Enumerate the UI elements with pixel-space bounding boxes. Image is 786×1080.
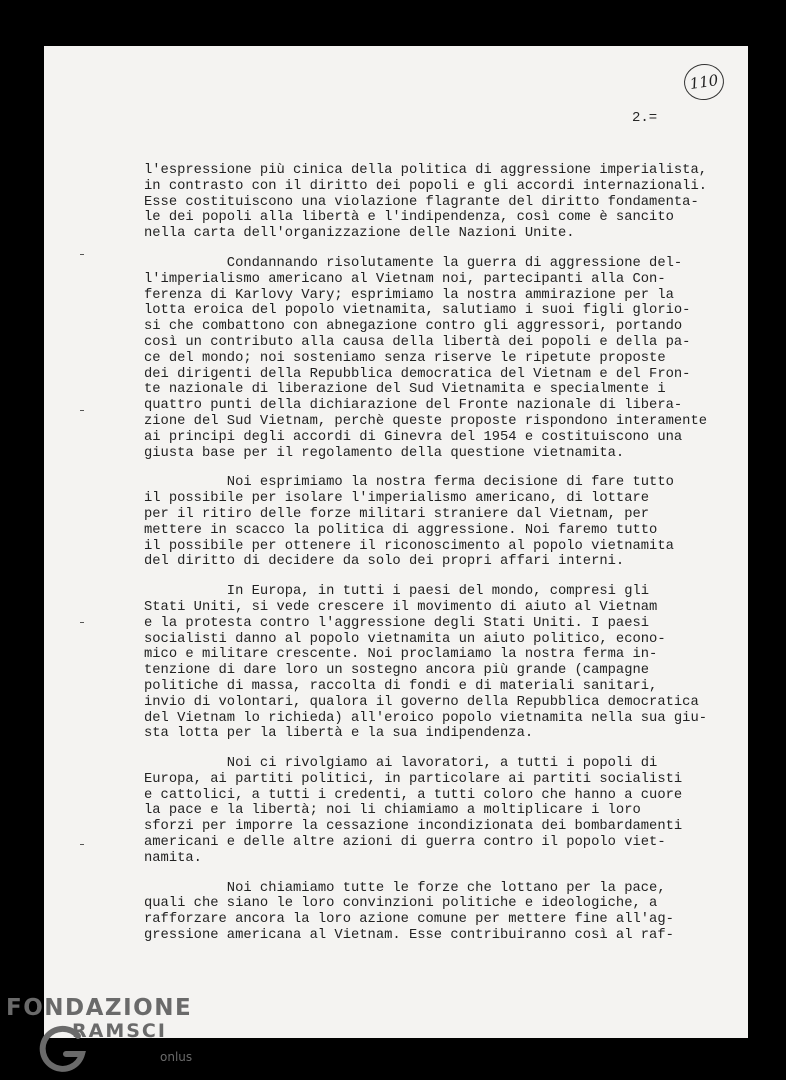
text-line: nella carta dell'organizzazione delle Nazioni Unite. xyxy=(144,226,575,242)
text-line: si che combattono con abnegazione contro gli aggressori, portando xyxy=(144,319,683,335)
paragraph xyxy=(144,163,724,242)
text-line: gressione americana al Vietnam. Esse contribuiranno così al raf- xyxy=(144,928,674,944)
archive-number-text: 110 xyxy=(688,71,720,93)
text-line: Condannando risolutamente la guerra di aggressione del- xyxy=(144,255,683,271)
document-page xyxy=(44,46,748,1038)
margin-mark xyxy=(80,254,84,255)
text-line: In Europa, in tutti i paesi del mondo, compresi gli xyxy=(144,584,650,600)
text-line: le dei popoli alla libertà e l'indipendenza, così come è sancito xyxy=(144,210,674,226)
text-line: in contrasto con il diritto dei popoli e gli accordi internazionali. xyxy=(144,178,708,194)
text-line: il possibile per isolare l'imperialismo americano, di lottare xyxy=(144,491,650,507)
watermark-line-2: RAMSCI xyxy=(72,1020,167,1042)
text-line: dei dirigenti della Repubblica democratica del Vietnam e del Fron- xyxy=(144,366,691,382)
text-line: lotta eroica del popolo vietnamita, salutiamo i suoi figli glorio- xyxy=(144,303,691,319)
paragraph xyxy=(144,881,724,944)
text-line: invio di volontari, qualora il governo della Repubblica democratica xyxy=(144,694,699,710)
text-line: Noi chiamiamo tutte le forze che lottano per la pace, xyxy=(144,880,666,896)
margin-mark xyxy=(80,844,84,845)
paragraph xyxy=(144,475,724,570)
text-line: del diritto di decidere da solo dei propri affari interni. xyxy=(144,554,625,570)
watermark-line-3: onlus xyxy=(160,1050,193,1064)
text-line: ferenza di Karlovy Vary; esprimiamo la nostra ammirazione per la xyxy=(144,287,674,303)
text-line: Europa, ai partiti politici, in particolare ai partiti socialisti xyxy=(144,771,683,787)
text-line: del Vietnam lo richieda) all'eroico popolo vietnamita nella sua giu- xyxy=(144,710,708,726)
text-line: l'espressione più cinica della politica di aggressione imperialista, xyxy=(144,163,708,178)
text-line: americani e delle altre azioni di guerra contro il popolo viet- xyxy=(144,835,666,851)
text-line: l'imperialismo americano al Vietnam noi, partecipanti alla Con- xyxy=(144,271,666,287)
margin-mark xyxy=(80,410,84,411)
text-line: Noi ci rivolgiamo ai lavoratori, a tutti i popoli di xyxy=(144,756,658,772)
text-line: Esse costituiscono una violazione flagrante del diritto fondamenta- xyxy=(144,194,699,210)
text-line: quali che siano le loro convinzioni politiche e ideologiche, a xyxy=(144,896,658,912)
page-number: 2.= xyxy=(632,110,658,126)
text-line: così un contributo alla causa della libertà dei popoli e della pa- xyxy=(144,334,691,350)
text-line: il possibile per ottenere il riconoscimento al popolo vietnamita xyxy=(144,538,674,554)
text-line: per il ritiro delle forze militari straniere dal Vietnam, per xyxy=(144,506,650,522)
text-line: zione del Sud Vietnam, perchè queste proposte rispondono interamente xyxy=(144,413,708,429)
text-line: tenzione di dare loro un sostegno ancora più grande (campagne xyxy=(144,663,650,679)
text-line: ce del mondo; noi sosteniamo senza riserve le ripetute proposte xyxy=(144,350,666,366)
text-line: giusta base per il regolamento della questione vietnamita. xyxy=(144,445,625,461)
text-line: la pace e la libertà; noi li chiamiamo a moltiplicare i loro xyxy=(144,803,641,819)
margin-mark xyxy=(80,622,84,623)
text-line: Stati Uniti, si vede crescere il movimento di aiuto al Vietnam xyxy=(144,599,658,615)
text-line: Noi esprimiamo la nostra ferma decisione di fare tutto xyxy=(144,475,674,491)
paragraph xyxy=(144,256,724,461)
text-line: mettere in scacco la politica di aggressione. Noi faremo tutto xyxy=(144,522,658,538)
text-line: mico e militare crescente. Noi proclamiamo la nostra ferma in- xyxy=(144,647,658,663)
text-line: e cattolici, a tutti i credenti, a tutti coloro che hanno a cuore xyxy=(144,787,683,803)
text-line: te nazionale di liberazione del Sud Vietnamita e specialmente i xyxy=(144,382,666,398)
text-line: politiche di massa, raccolta di fondi e di materiali sanitari, xyxy=(144,678,658,694)
text-line: sforzi per imporre la cessazione incondizionata dei bombardamenti xyxy=(144,819,683,835)
text-line: ai principi degli accordi di Ginevra del 1954 e costituiscono una xyxy=(144,429,683,445)
watermark-line-1: FONDAZIONE xyxy=(6,995,193,1021)
foundation-watermark xyxy=(0,990,200,1080)
document-body xyxy=(144,163,724,958)
text-line: namita. xyxy=(144,850,202,866)
paragraph xyxy=(144,756,724,867)
text-line: rafforzare ancora la loro azione comune per mettere fine all'ag- xyxy=(144,912,674,928)
archive-number-stamp xyxy=(682,61,727,102)
text-line: quattro punti della dichiarazione del Fronte nazionale di libera- xyxy=(144,398,683,414)
text-line: socialisti danno al popolo vietnamita un aiuto politico, econo- xyxy=(144,631,666,647)
paragraph xyxy=(144,584,724,742)
text-line: e la protesta contro l'aggressione degli Stati Uniti. I paesi xyxy=(144,615,650,631)
text-line: sta lotta per la libertà e la sua indipendenza. xyxy=(144,726,534,742)
